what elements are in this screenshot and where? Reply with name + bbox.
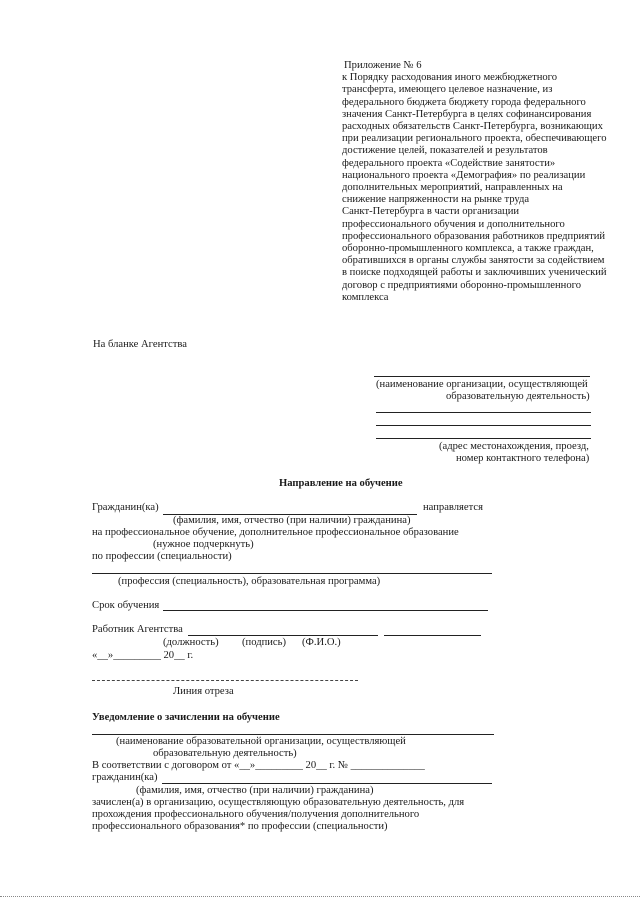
worker-label: Работник Агентства	[92, 624, 183, 635]
referral-heading: Направление на обучение	[279, 478, 403, 489]
underline-note: (нужное подчеркнуть)	[153, 539, 254, 550]
appendix-line: к Порядку расходования иного межбюджетного	[342, 72, 558, 84]
worker-fio-line	[384, 635, 481, 636]
appendix-line: достижение целей, показателей и результатов	[342, 145, 548, 157]
appendix-block	[342, 60, 612, 304]
address-line	[376, 425, 591, 426]
appendix-line: при реализации регионального проекта, обеспечивающего	[342, 133, 607, 145]
enrolled-text: зачислен(а) в организацию, осуществляющую образовательную деятельность, для	[92, 797, 465, 808]
fio-caption: (Ф.И.О.)	[302, 637, 341, 648]
notice-heading: Уведомление о зачислении на обучение	[92, 712, 280, 723]
appendix-line: в поиске подходящей работы и заключивших ученический	[342, 267, 607, 279]
appendix-line: профессионального образования работников предприятий	[342, 230, 606, 242]
notice-citizen-label: гражданин(ка)	[92, 772, 158, 783]
training-types-text: на профессиональное обучение, дополнительное профессиональное образование	[92, 527, 459, 538]
appendix-line: оборонно-промышленного комплекса, а также граждан,	[342, 243, 594, 255]
org-name-line	[374, 376, 590, 377]
letterhead-note: На бланке Агентства	[93, 339, 187, 350]
appendix-line: снижение напряженности на рынке труда	[342, 194, 530, 206]
appendix-line: дополнительных мероприятий, направленных на	[342, 182, 563, 194]
appendix-line: Санкт-Петербурга в части организации	[342, 206, 520, 218]
appendix-title: Приложение № 6	[344, 60, 422, 71]
position-caption: (должность)	[163, 637, 219, 648]
org-name-caption: образовательную деятельность)	[446, 391, 590, 402]
term-label: Срок обучения	[92, 600, 160, 611]
appendix-line: национального проекта «Демография» по реализации	[342, 169, 586, 181]
cut-line	[92, 680, 358, 681]
address-line	[376, 412, 591, 413]
cut-line-label: Линия отреза	[173, 686, 234, 697]
enrolled-text: профессионального образования* по профессии (специальности)	[92, 821, 388, 832]
appendix-line: договор с предприятиями оборонно-промышленного	[342, 279, 581, 291]
contract-line: В соответствии с договором от «__»_________ 20__ г. № ______________	[92, 760, 425, 771]
address-caption: номер контактного телефона)	[456, 453, 590, 464]
worker-position-line	[188, 635, 378, 636]
date-line: «__»_________ 20__ г.	[92, 650, 194, 661]
address-caption: (адрес местонахождения, проезд,	[439, 441, 589, 452]
profession-line	[92, 573, 492, 574]
appendix-line: федерального проекта «Содействие занятости»	[342, 157, 556, 169]
citizen-name-caption: (фамилия, имя, отчество (при наличии) гражданина)	[173, 515, 411, 526]
notice-name-caption: (фамилия, имя, отчество (при наличии) гражданина)	[136, 785, 374, 796]
appendix-line: комплекса	[342, 291, 389, 303]
org-name-caption: (наименование организации, осуществляющей	[376, 379, 588, 390]
directed-text: направляется	[423, 502, 483, 513]
appendix-line: трансферта, имеющего целевое назначение, из	[342, 84, 553, 96]
notice-org-caption: (наименование образовательной организации, осуществляющей	[116, 736, 406, 747]
appendix-line: расходных обязательств Санкт-Петербурга, возникающих	[342, 121, 603, 133]
appendix-line: обратившихся в органы службы занятости за содействием	[342, 255, 605, 267]
appendix-line: профессионального обучения и дополнительного	[342, 218, 565, 230]
citizen-label: Гражданин(ка)	[92, 502, 159, 513]
enrolled-text: прохождения профессионального обучения/получения дополнительного	[92, 809, 420, 820]
signature-caption: (подпись)	[242, 637, 286, 648]
profession-label: по профессии (специальности)	[92, 551, 232, 562]
address-line	[376, 438, 591, 439]
notice-citizen-line	[162, 783, 492, 784]
notice-org-caption: образовательную деятельность)	[153, 748, 297, 759]
scan-edge	[0, 896, 640, 897]
profession-caption: (профессия (специальность), образовательная программа)	[118, 576, 381, 587]
appendix-line: федерального бюджета бюджету города федерального	[342, 96, 586, 108]
notice-org-line	[92, 734, 494, 735]
appendix-line: значения Санкт-Петербурга в целях софинансирования	[342, 108, 592, 120]
term-line	[163, 610, 488, 611]
